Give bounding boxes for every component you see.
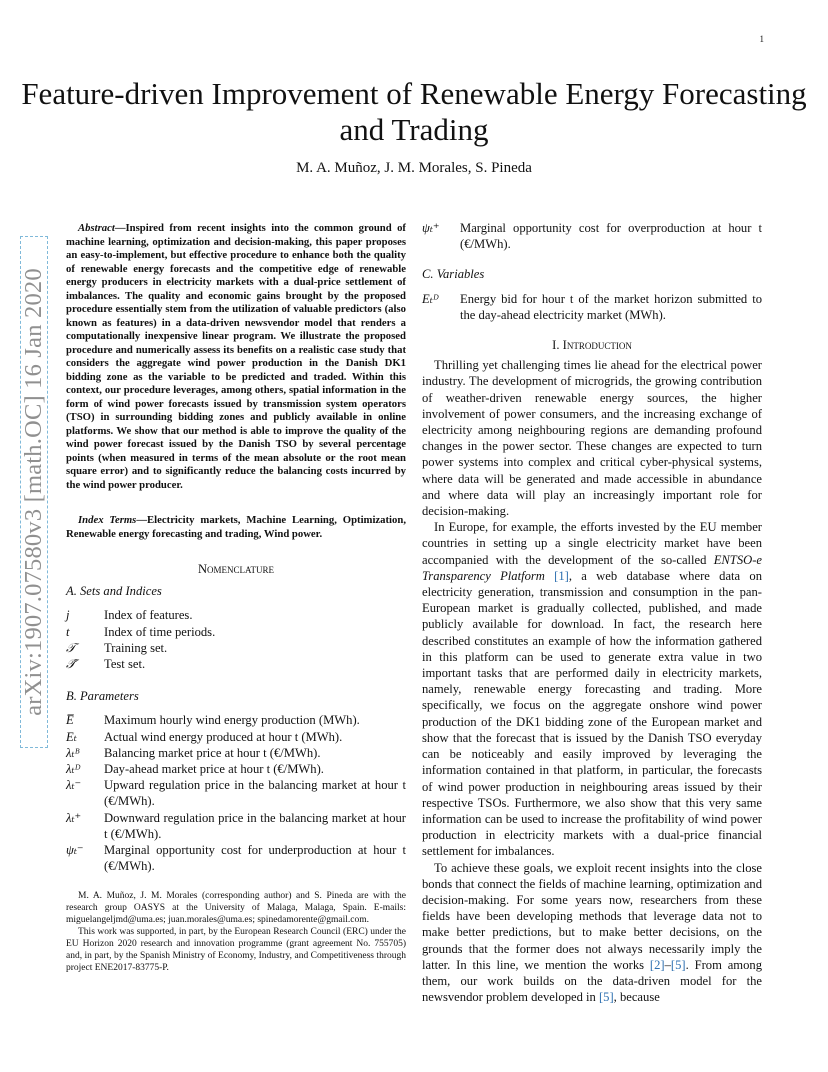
- citation-5b[interactable]: [5]: [598, 990, 614, 1005]
- nomenclature-entry: [66, 656, 406, 672]
- entsoe-platform: ENTSO-e Transparency Platform: [422, 552, 762, 583]
- nomenclature-symbol: ψₜ⁺: [422, 221, 440, 235]
- right-column: [422, 220, 762, 1005]
- page-number: 1: [759, 34, 764, 44]
- index-terms-label: Index Terms: [78, 514, 137, 526]
- nomenclature-definition: Day-ahead market price at hour t (€/MWh).: [104, 762, 324, 777]
- nomenclature-entry: [66, 712, 406, 728]
- nomenclature-entry: [66, 842, 406, 874]
- nomenclature-symbol: j: [66, 608, 70, 623]
- intro-paragraph-2: [422, 519, 762, 859]
- nomenclature-symbol: E̅: [66, 713, 74, 728]
- intro-paragraph-3: [422, 860, 762, 1006]
- sets-list: [66, 607, 406, 672]
- nomenclature-entry: [66, 607, 406, 623]
- intro-paragraph-1: Thrilling yet challenging times lie ahead for the electrical power industry. The development of microgrids, the growing contribution of weather-driven renewable energy sources, the higher involvement of power consumers, and the increasing exchange of electricity among neighbouring regions are demanding profound changes in the power sector. These changes are expected to turn power systems into complex and critical cyber-physical systems, where data will be generated and made accessible in abundance and where data will play an increasingly important role for decision-making.: [422, 358, 762, 519]
- intro-p2-text-b: , a web database where data on electricity generation, transmission and consumption in the pan-European market is gradually collected, published, and made publicly available for download. In fact, the research here described constitutes an example of how the information gathered in this platform can be used to generate extra value in two important tasks that are performed daily in electricity markets, namely, renewable energy forecasting and trading. More specifically, we focus on the aggregate onshore wind power production of the DK1 bidding zone of the European market and show that the forecast that is issued by the Danish TSO everyday can be noticeably and easily improved by leveraging the information contained in that platform, in particular, the forecasts of wind power production in neighbouring areas issued by their respective TSOs. Furthermore, we also show that this very same information can be used to increase the profitability of wind power production in electricity markets with a dual-price financial settlement for imbalances.: [422, 568, 762, 859]
- nomenclature-entry: [66, 777, 406, 809]
- nomenclature-definition: Downward regulation price in the balancing market at hour t (€/MWh).: [104, 810, 406, 841]
- sets-heading: A. Sets and Indices: [66, 584, 162, 599]
- footnote-affiliation: M. A. Muñoz, J. M. Morales (corresponding author) and S. Pineda are with the research group OASYS at the University of Malaga, Malaga, Spain. E-mails: miguelangeljmd@uma.es; juan.morales@uma.es; spinedamorente@gmail.com.: [66, 891, 406, 926]
- nomenclature-symbol: λₜ⁺: [66, 810, 82, 825]
- footnote-funding: This work was supported, in part, by the European Research Council (ERC) under the EU Horizon 2020 research and innovation programme (grant agreement No. 755705) and, in part, by the Spanish Ministry of Economy, Industry, and Competitiveness through project ENE2017-83775-P.: [66, 927, 406, 974]
- authors: M. A. Muñoz, J. M. Morales, S. Pineda: [296, 160, 532, 176]
- intro-p2-text-a: In Europe, for example, the efforts invested by the EU member countries in setting up a single electricity market have been accompanied with the development of the so-called: [422, 520, 762, 567]
- intro-p3-text-b: . From among them, our work builds on the data-driven model for the newsvendor problem developed in: [422, 957, 762, 1005]
- nomenclature-symbol: Eₜᴰ: [422, 291, 439, 306]
- nomenclature-definition: Upward regulation price in the balancing market at hour t (€/MWh).: [104, 778, 406, 809]
- nomenclature-definition: Test set.: [104, 657, 146, 672]
- nomenclature-symbol: 𝒯̃: [66, 657, 76, 672]
- paper-title: Feature-driven Improvement of Renewable Energy Forecasting and Trading: [21, 76, 807, 147]
- citation-1[interactable]: [1]: [554, 568, 569, 583]
- nomenclature-symbol: t: [66, 624, 70, 639]
- nomenclature-symbol: Eₜ: [66, 729, 77, 744]
- arxiv-id: arXiv:1907.07580v3 [math.OC] 16 Jan 2020: [20, 268, 47, 716]
- params-list: [66, 712, 406, 874]
- params-heading: B. Parameters: [66, 689, 139, 704]
- abstract-text: —Inspired from recent insights into the common ground of machine learning, optimization and decision-making, this paper proposes an easy-to-implement, but effective procedure to enhance both the quality of renewable energy forecasts and the competitive edge of renewable energy producers in electricity markets with a dual-price settlement of imbalances. The quality and economic gains brought by the proposed procedure essentially stem from the utilization of valuable predictors (also known as features) in a data-driven newsvendor model that renders a computationally inexpensive linear program. We illustrate the proposed procedure and numerically assess its benefits on a realistic case study that considers the aggregate wind power production in the Danish DK1 bidding zone as the variable to be predicted and traded. Within this context, our procedure leverages, among others, spatial information in the form of wind power forecasts issued by transmission system operators (TSO) in surrounding bidding zones and publicly available in online platforms. We show that our method is able to improve the quality of the wind power forecast issued by the Danish TSO by several percentage points (when measured in terms of the mean absolute or the root mean square error) and to significantly reduce the balancing costs incurred by the wind power producer.: [66, 222, 406, 491]
- nomenclature-symbol: 𝒯: [66, 640, 76, 655]
- abstract-label: Abstract: [78, 222, 115, 234]
- nomenclature-definition: Marginal opportunity cost for underproduction at hour t (€/MWh).: [104, 843, 406, 874]
- nomenclature-definition: Actual wind energy produced at hour t (MWh).: [104, 729, 343, 744]
- nomenclature-symbol: ψₜ⁻: [66, 843, 84, 858]
- nomenclature-heading: Nomenclature: [197, 562, 275, 576]
- index-terms-text: —Electricity markets, Machine Learning, Optimization, Renewable energy forecasting and trading, Wind power.: [66, 514, 406, 540]
- nomenclature-entry: [422, 291, 762, 323]
- nomenclature-symbol: λₜᴰ: [66, 762, 81, 777]
- nomenclature-entry: [66, 810, 406, 842]
- intro-p3-text-a: To achieve these goals, we exploit recent insights into the close bonds that connect the fields of machine learning, optimization and decision-making. For some years now, researchers from these fields have been developing methods that leverage data not to make better predictions, but to make better decisions, on the grounds that the former does not always necessarily imply the latter. In this line, we mention the works: [422, 860, 762, 972]
- nomenclature-entry: [66, 640, 406, 656]
- intro-heading: I. Introduction: [552, 338, 632, 353]
- intro-p3-text-c: , because: [613, 990, 660, 1005]
- vars-list: [422, 291, 762, 323]
- citation-range-dash: –: [664, 957, 671, 972]
- nomenclature-definition: Training set.: [104, 640, 168, 655]
- nomenclature-definition: Index of features.: [104, 608, 193, 623]
- nomenclature-definition: Energy bid for hour t of the market horizon submitted to the day-ahead electricity market (MWh).: [460, 291, 762, 322]
- params-cont-list: [422, 220, 762, 252]
- nomenclature-definition: Maximum hourly wind energy production (MWh).: [104, 713, 360, 728]
- nomenclature-entry: [422, 220, 762, 252]
- nomenclature-definition: Index of time periods.: [104, 624, 216, 639]
- nomenclature-entry: [66, 745, 406, 761]
- nomenclature-entry: [66, 624, 406, 640]
- nomenclature-entry: [66, 761, 406, 777]
- nomenclature-entry: [66, 729, 406, 745]
- index-terms: [66, 514, 406, 541]
- nomenclature-symbol: λₜᴮ: [66, 745, 80, 760]
- nomenclature-symbol: λₜ⁻: [66, 778, 82, 793]
- nomenclature-definition: Balancing market price at hour t (€/MWh).: [104, 745, 321, 760]
- nomenclature-definition: Marginal opportunity cost for overproduction at hour t (€/MWh).: [460, 221, 762, 252]
- citation-2[interactable]: [2]: [649, 957, 665, 972]
- citation-5[interactable]: [5]: [670, 957, 686, 972]
- arxiv-stamp[interactable]: [20, 236, 48, 748]
- vars-heading: C. Variables: [422, 267, 485, 282]
- abstract: [66, 222, 406, 492]
- left-column: [66, 222, 406, 974]
